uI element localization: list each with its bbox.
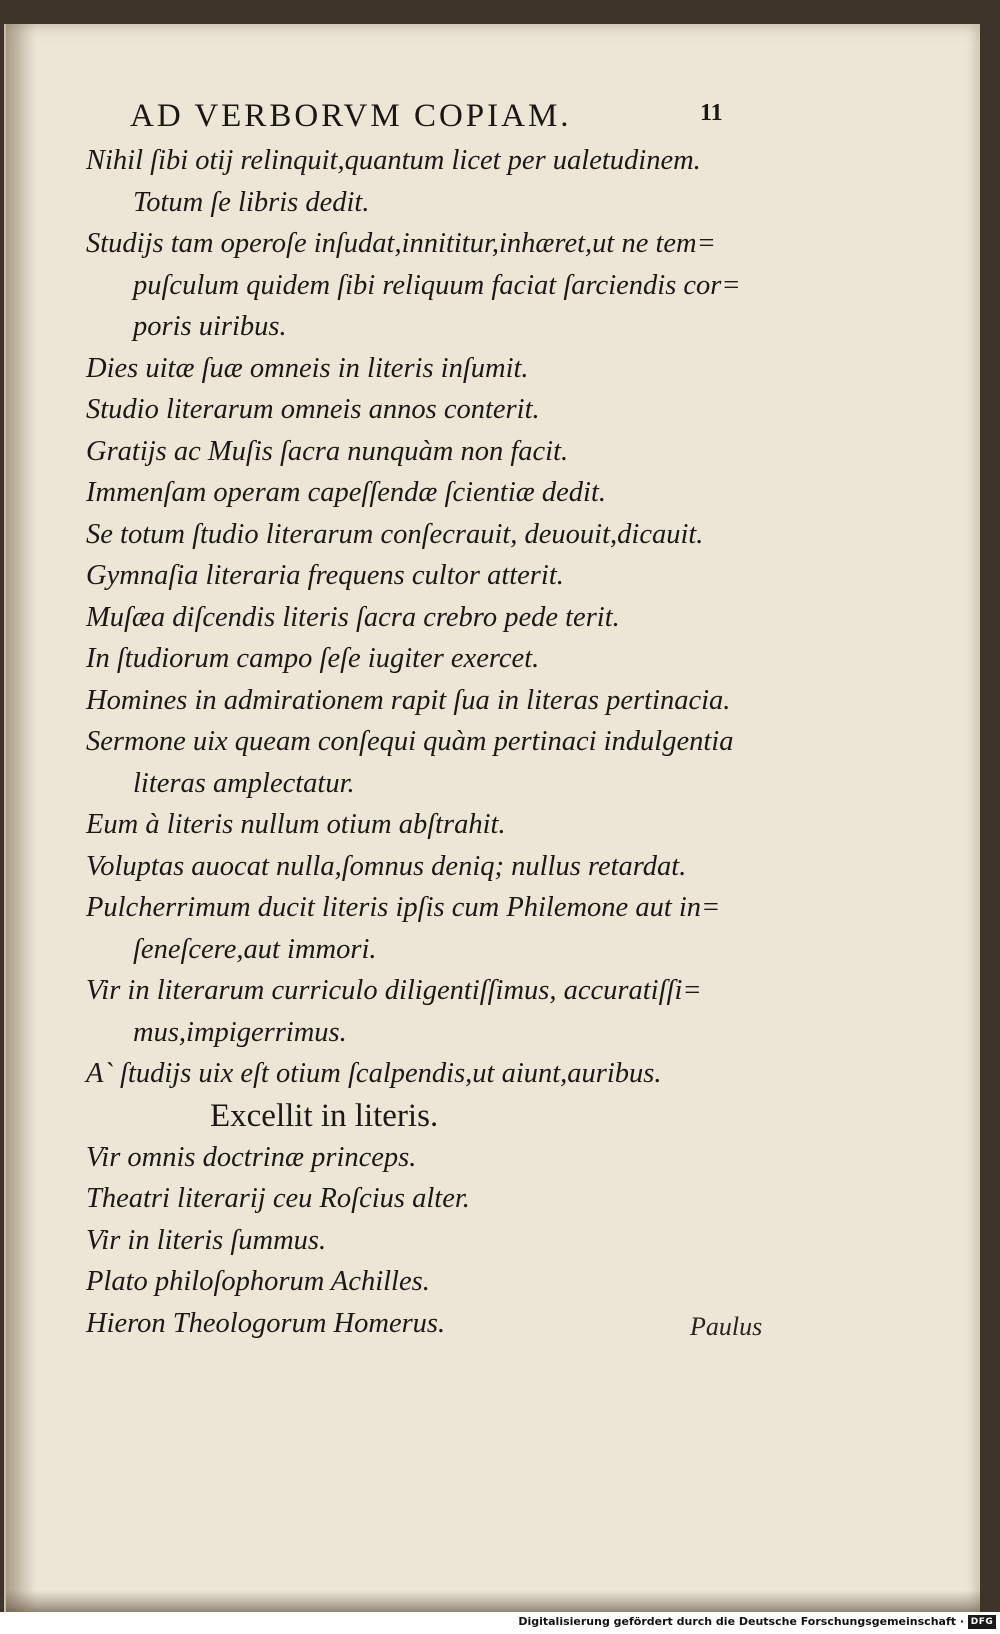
dfg-logo-icon: DFG [968, 1615, 996, 1629]
text-line: Sermone uix queam conſequi quàm pertinaci indulgentia [86, 726, 734, 757]
gutter-shadow [6, 24, 36, 1612]
text-line: literas amplectatur. [133, 767, 355, 799]
text-line: Voluptas auocat nulla,ſomnus deniq; nullus retardat. [86, 850, 687, 882]
text-line: Se totum ſtudio literarum conſecrauit, deuouit,dicauit. [86, 518, 704, 550]
text-line: Totum ſe libris dedit. [133, 186, 370, 218]
text-line: Gratijs ac Muſis ſacra nunquàm non facit. [86, 435, 569, 467]
funding-credit: Digitalisierung gefördert durch die Deutsche Forschungsgemeinschaft · [518, 1615, 964, 1628]
text-line: Nihil ſibi otij relinquit,quantum licet per ualetudinem. [86, 145, 701, 176]
text-line: poris uiribus. [133, 311, 287, 342]
text-line: Hieron Theologorum Homerus. [86, 1307, 446, 1339]
text-line: Plato philoſophorum Achilles. [86, 1266, 430, 1297]
text-line: Muſæa diſcendis literis ſacra crebro pede terit. [86, 601, 620, 633]
footer-bar [0, 1612, 1000, 1634]
text-line: Dies uitæ ſuæ omneis in literis inſumit. [86, 352, 529, 384]
section-heading: Excellit in literis. [210, 1097, 439, 1134]
text-line: ſeneſcere,aut immori. [133, 933, 377, 965]
text-line: Gymnaſia literaria frequens cultor atterit. [86, 560, 564, 591]
text-line: Pulcherrimum ducit literis ipſis cum Philemone aut in= [86, 892, 721, 923]
page-number: 11 [700, 100, 723, 126]
catchword: Paulus [690, 1312, 763, 1341]
text-line: Vir in literarum curriculo diligentiſſimus, accuratiſſi= [86, 975, 702, 1006]
text-line: Eum à literis nullum otium abſtrahit. [86, 809, 506, 840]
text-line: A` ſtudijs uix eſt otium ſcalpendis,ut aiunt,auribus. [86, 1058, 662, 1089]
text-line: Theatri literarij ceu Roſcius alter. [86, 1183, 470, 1214]
text-line: puſculum quidem ſibi reliquum faciat ſarciendis cor= [133, 269, 741, 301]
text-line: Immenſam operam capeſſendæ ſcientiæ dedit. [86, 477, 607, 508]
text-line: Vir omnis doctrinæ princeps. [86, 1141, 417, 1173]
text-line: Homines in admirationem rapit ſua in literas pertinacia. [86, 684, 731, 716]
text-line: Vir in literis ſummus. [86, 1224, 327, 1256]
text-line: Studijs tam operoſe inſudat,innititur,inhæret,ut ne tem= [86, 228, 716, 259]
running-head: AD VERBORVM COPIAM. [130, 98, 572, 134]
text-line: Studio literarum omneis annos conterit. [86, 394, 540, 425]
text-line: In ſtudiorum campo ſeſe iugiter exercet. [86, 643, 540, 674]
text-block [86, 140, 806, 1344]
text-line: mus,impigerrimus. [133, 1016, 347, 1048]
page-bottom-edge [6, 1590, 980, 1612]
